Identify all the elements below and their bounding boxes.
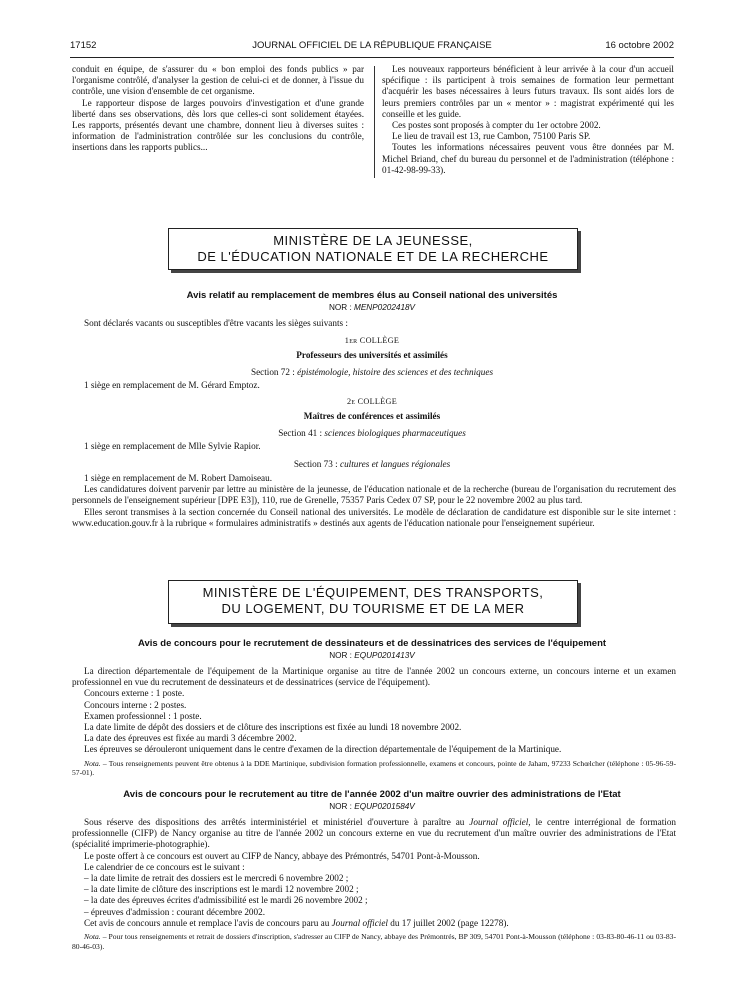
notice-title: Avis relatif au remplacement de membres élus au Conseil national des universités (186, 290, 558, 301)
nota-note (72, 759, 676, 778)
college-heading: 1er COLLÈGE (344, 336, 400, 345)
header-rule (70, 57, 674, 58)
column-divider (374, 66, 375, 178)
nor-label: NOR : (328, 303, 352, 312)
text-run: Sous réserve des dispositions des arrêtés interministériel et ministériel d'ouverture à paraître au (84, 817, 465, 827)
notice-body (72, 666, 676, 778)
notice-intro (72, 318, 676, 329)
paragraph: Concours interne : 2 postes. (84, 699, 187, 710)
page-number: 17152 (70, 40, 97, 51)
list-item: – la date limite de clôture des inscriptions est le mardi 12 novembre 2002 ; (84, 884, 359, 895)
nota-note (72, 932, 676, 951)
nor-code: MENP0202418V (354, 303, 416, 312)
paragraph (72, 918, 676, 929)
college-title: Professeurs des universités et assimilés (296, 350, 448, 360)
paragraph: Examen professionnel : 1 poste. (84, 710, 202, 721)
paragraph: La date des épreuves est fixée au mardi 3 décembre 2002. (84, 733, 297, 744)
section-heading (70, 367, 674, 377)
paragraph: Ces postes sont proposés à compter du 1er octobre 2002. (392, 120, 601, 131)
nor-label: NOR : (329, 802, 352, 811)
ministry-heading-line: DU LOGEMENT, DU TOURISME ET DE LA MER (221, 601, 525, 616)
paragraph: 1 siège en remplacement de M. Gérard Emptoz. (84, 380, 260, 390)
nor-reference (70, 651, 674, 660)
paragraph: Les nouveaux rapporteurs bénéficient à leur arrivée à la cour d'un accueil spécifique : ils participent à trois semaines de formation leur permettant d'acquérir les bases nécessaires à leurs futurs travaux. Ils sont aidés lors de leurs premiers contrôles par un « mentor » : magistrat expérimenté qui les conseille et les guide. (382, 64, 674, 119)
nota-label: Nota. – (84, 932, 107, 942)
section-name: cultures et langues régionales (340, 459, 451, 469)
paragraph: Les candidatures doivent parvenir par lettre au ministère de la jeunesse, de l'éducation nationale et de la recherche (bureau de l'organisation du recrutement des personnels de l'enseignement supérieur [DPE E3]), 110, rue de Grenelle, 75357 Paris Cedex 07 SP, pour le 22 novembre 2002 au plus tard. (72, 484, 676, 506)
notice-body (72, 817, 676, 951)
nor-reference (70, 802, 674, 811)
paragraph: Sont déclarés vacants ou susceptibles d'être vacants les sièges suivants : (84, 318, 348, 328)
notice-body (72, 473, 676, 529)
paragraph: Toutes les informations nécessaires peuvent vous être données par M. Michel Briand, chef du bureau du personnel et de l'administration (téléphone : 01-42-98-99-33). (382, 142, 674, 175)
section-label: Section 73 : (293, 459, 338, 469)
list-item: – la date des épreuves écrites d'admissibilité est le mardi 26 novembre 2002 ; (84, 895, 368, 906)
intro-left-column (72, 64, 364, 154)
college-heading: 2e COLLÈGE (346, 397, 398, 406)
notice-title: Avis de concours pour le recrutement de dessinateurs et de dessinatrices des services de l'équipement (137, 638, 607, 649)
section-heading (70, 428, 674, 438)
text-run: le centre interrégional de formation professionnelle (CIFP) de Nancy organise au titre de l'année 2002 un concours externe en vue du recrutement d'un maître ouvrier des administrations de l'Etat (spécialité imprimerie-photographie). (72, 817, 677, 850)
ministry-heading-line: DE L'ÉDUCATION NATIONALE ET DE LA RECHERCHE (197, 249, 549, 264)
ministry-heading-line: MINISTÈRE DE LA JEUNESSE, (273, 233, 473, 248)
ministry-heading-line: MINISTÈRE DE L'ÉQUIPEMENT, DES TRANSPORTS, (202, 585, 544, 600)
issue-date: 16 octobre 2002 (605, 40, 674, 51)
journal-title: JOURNAL OFFICIEL DE LA RÉPUBLIQUE FRANÇAISE (252, 40, 492, 51)
section-name: épistémologie, histoire des sciences et des techniques (297, 367, 494, 377)
paragraph: La date limite de dépôt des dossiers et de clôture des inscriptions est fixée au lundi 18 novembre 2002. (84, 722, 462, 733)
nor-code: EQUP0201584V (354, 802, 415, 811)
seat-line (72, 380, 676, 391)
paragraph (72, 817, 676, 851)
paragraph: Elles seront transmises à la section concernée du Conseil national des universités. Le modèle de déclaration de candidature est disponible sur le site internet : www.education.gouv.fr à la rubrique « formulaires administratifs » destinés aux agents de l'éducation nationale pour l'enseignement supérieur. (72, 506, 676, 528)
college-title: Maîtres de conférences et assimilés (303, 411, 441, 421)
paragraph: Le calendrier de ce concours est le suivant : (84, 861, 245, 872)
journal-reference: Journal officiel (331, 917, 388, 928)
seat-line (72, 441, 676, 452)
ministry-heading-box (168, 228, 578, 270)
paragraph: La direction départementale de l'équipement de la Martinique organise au titre de l'année 2002 un concours externe, un concours interne et un examen professionnel en vue du recrutement de dessinateurs et de dessinatrices (service de l'équipement). (72, 666, 676, 688)
notice-title: Avis de concours pour le recrutement au titre de l'année 2002 d'un maître ouvrier des administrations de l'Etat (123, 789, 621, 800)
nor-label: NOR : (329, 651, 352, 660)
section-label: Section 41 : (278, 428, 323, 438)
list-item: – épreuves d'admission : courant décembre 2002. (84, 906, 266, 917)
paragraph: conduit en équipe, de s'assurer du « bon emploi des fonds publics » par l'organisme contrôlé, d'analyser la gestion de celui-ci et de donner, à l'issue du contrôle, une vision d'ensemble de cet organisme. (72, 64, 364, 97)
section-heading (70, 459, 674, 469)
ministry-heading-box (168, 580, 578, 624)
paragraph: Concours externe : 1 poste. (84, 688, 185, 699)
nor-code: EQUP0201413V (354, 651, 415, 660)
running-header (70, 40, 674, 56)
nota-text: Tous renseignements peuvent être obtenus à la DDE Martinique, subdivision formation professionnelle, examens et concours, pointe de Jaham, 97233 Schœlcher (téléphone : 05-96-59-57-01). (72, 758, 677, 778)
paragraph: Le lieu de travail est 13, rue Cambon, 75100 Paris SP. (392, 131, 591, 142)
section-name: sciences biologiques pharmaceutiques (324, 428, 466, 438)
text-run: du 17 juillet 2002 (page 12278). (390, 917, 509, 928)
paragraph: 1 siège en remplacement de Mlle Sylvie Rapior. (84, 441, 261, 451)
paragraph: Le poste offert à ce concours est ouvert au CIFP de Nancy, abbaye des Prémontrés, 54701 Pont-à-Mousson. (84, 850, 480, 861)
nor-reference (70, 303, 674, 312)
journal-reference: Journal officiel, (469, 817, 531, 827)
intro-right-column (382, 64, 674, 176)
paragraph: 1 siège en remplacement de M. Robert Damoiseau. (84, 473, 273, 483)
paragraph: Les épreuves se dérouleront uniquement dans le centre d'examen de la direction départementale de l'équipement de la Martinique. (84, 744, 562, 755)
text-run: Cet avis de concours annule et remplace l'avis de concours paru au (84, 917, 330, 928)
section-label: Section 72 : (250, 367, 295, 377)
list-item: – la date limite de retrait des dossiers est le mercredi 6 novembre 2002 ; (84, 873, 349, 884)
nota-label: Nota. – (84, 758, 107, 768)
paragraph: Le rapporteur dispose de larges pouvoirs d'investigation et d'une grande liberté dans ses observations, dès lors que celles-ci sont solidement étayées. Les rapports, présentés devant une chambre, donnent lieu à diverses suites : information de l'administration contrôlée sur les conclusions du contrôle, insertions dans les rapports publics... (72, 97, 364, 153)
nota-text: Pour tous renseignements et retrait de dossiers d'inscription, s'adresser au CIFP de Nancy, abbaye des Prémontrés, BP 309, 54701 Pont-à-Mousson (téléphone : 03-83-80-46-11 ou 03-83-80-46-03). (72, 932, 677, 951)
